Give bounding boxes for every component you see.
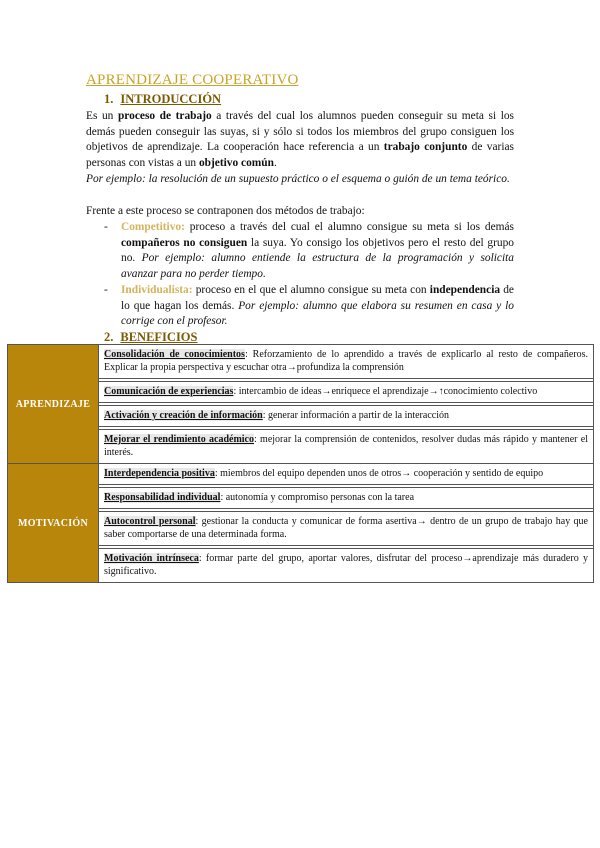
text-run: a través del cual los alumnos pueden conseguir su meta si los demás pueden conseguir las suyas, si y sólo si todos los miembros del grupo consiguen los objetivos de aprendizaje. La cooperación hace referencia a un [86, 110, 514, 154]
text-run: Es un [86, 110, 118, 122]
bullet-example: Por ejemplo: alumno entiende la estructura de la programación y solicita avanzar para no perder tiempo. [121, 252, 514, 280]
bullet-term: Individualista: [121, 284, 193, 296]
bold-term: proceso de trabajo [117, 110, 212, 122]
text-run: de lo que hagan los demás. [121, 284, 514, 312]
benefit-text: : Reforzamiento de lo aprendido a través de explicarlo al resto de compañeros. Explicar la propia perspectiva y escuchar otra→profundiza la comprensión [104, 349, 588, 373]
benefit-term: Responsabilidad individual [104, 492, 221, 503]
benefit-term: Autocontrol personal [104, 516, 196, 527]
bullet-term: Competitivo: [121, 221, 185, 233]
bullet-dash: - [104, 284, 108, 296]
section-title: BENEFICIOS [120, 330, 198, 344]
document-title: APRENDIZAJE COOPERATIVO [86, 72, 299, 88]
benefit-term: Consolidación de conocimientos [104, 349, 245, 360]
benefit-term: Comunicación de experiencias [104, 386, 234, 397]
table-row [8, 345, 594, 379]
benefit-text: : autonomía y compromiso personas con la tarea [220, 492, 415, 503]
benefit-term: Interdependencia positiva [104, 468, 215, 479]
category-motivacion: MOTIVACIÓN [8, 464, 99, 583]
benefit-item [99, 512, 594, 546]
benefit-text: : mejorar la comprensión de contenidos, resolver dudas más rápido y mantener el interés. [104, 434, 588, 458]
bullet-content [121, 220, 514, 282]
benefit-text: : intercambio de ideas→enriquece el aprendizaje→↑conocimiento colectivo [233, 386, 538, 397]
bold-term: independencia [429, 284, 501, 296]
benefit-term: Motivación intrínseca [104, 553, 199, 564]
benefit-item [99, 345, 594, 379]
section-title: INTRODUCCIÓN [120, 92, 222, 106]
text-run: la suya. Yo consigo los objetivos pero el resto del grupo no. [121, 236, 515, 265]
bullet-content [121, 283, 514, 330]
benefit-text: : generar información a partir de la interacción [262, 410, 449, 421]
benefit-text: : gestionar la conducta y comunicar de forma asertiva→ dentro de un grupo de trabajo hay que saber comportarse de una determinada forma. [104, 516, 589, 540]
benefit-item [99, 382, 594, 403]
text-run: proceso a través del cual el alumno consigue su meta si los demás [184, 221, 514, 233]
section-number: 2. [104, 330, 114, 344]
bold-term: objetivo común [198, 156, 274, 169]
benefit-item [99, 488, 594, 509]
bullet-individualista [104, 283, 514, 330]
benefit-item [99, 464, 594, 485]
section-heading-beneficios [104, 330, 197, 345]
text-run: de varias personas con vistas a un [86, 141, 514, 169]
intro-contrast-paragraph: Frente a este proceso se contraponen dos métodos de trabajo: [86, 205, 365, 217]
benefit-text: : formar parte del grupo, aportar valores, disfrutar del proceso→aprendizaje más duradero y significativo. [104, 553, 588, 577]
bold-term: trabajo conjunto [383, 141, 468, 154]
text-run: proceso en el que el alumno consigue su meta con [192, 284, 430, 296]
bullet-example: Por ejemplo: alumno que elabora su resumen en casa y lo corrige con el profesor. [121, 299, 514, 328]
intro-example: Por ejemplo: la resolución de un supuesto práctico o el esquema o guión de un tema teórico. [86, 173, 510, 185]
benefit-text: : miembros del equipo dependen unos de otros→ cooperación y sentido de equipo [214, 468, 544, 479]
bullet-competitivo [104, 220, 514, 282]
bullet-dash: - [104, 221, 108, 233]
benefit-item [99, 549, 594, 583]
benefit-item [99, 406, 594, 427]
section-number: 1. [104, 92, 114, 106]
category-aprendizaje: APRENDIZAJE [8, 345, 99, 464]
benefit-term: Mejorar el rendimiento académico [104, 434, 254, 445]
benefit-term: Activación y creación de información [104, 410, 263, 421]
intro-paragraph [86, 109, 514, 171]
benefit-item [99, 430, 594, 464]
bold-term: compañeros no consiguen [121, 236, 248, 249]
text-run: . [273, 156, 277, 169]
section-heading-introduccion [104, 92, 221, 107]
benefits-table [7, 344, 594, 583]
table-row [8, 464, 594, 485]
